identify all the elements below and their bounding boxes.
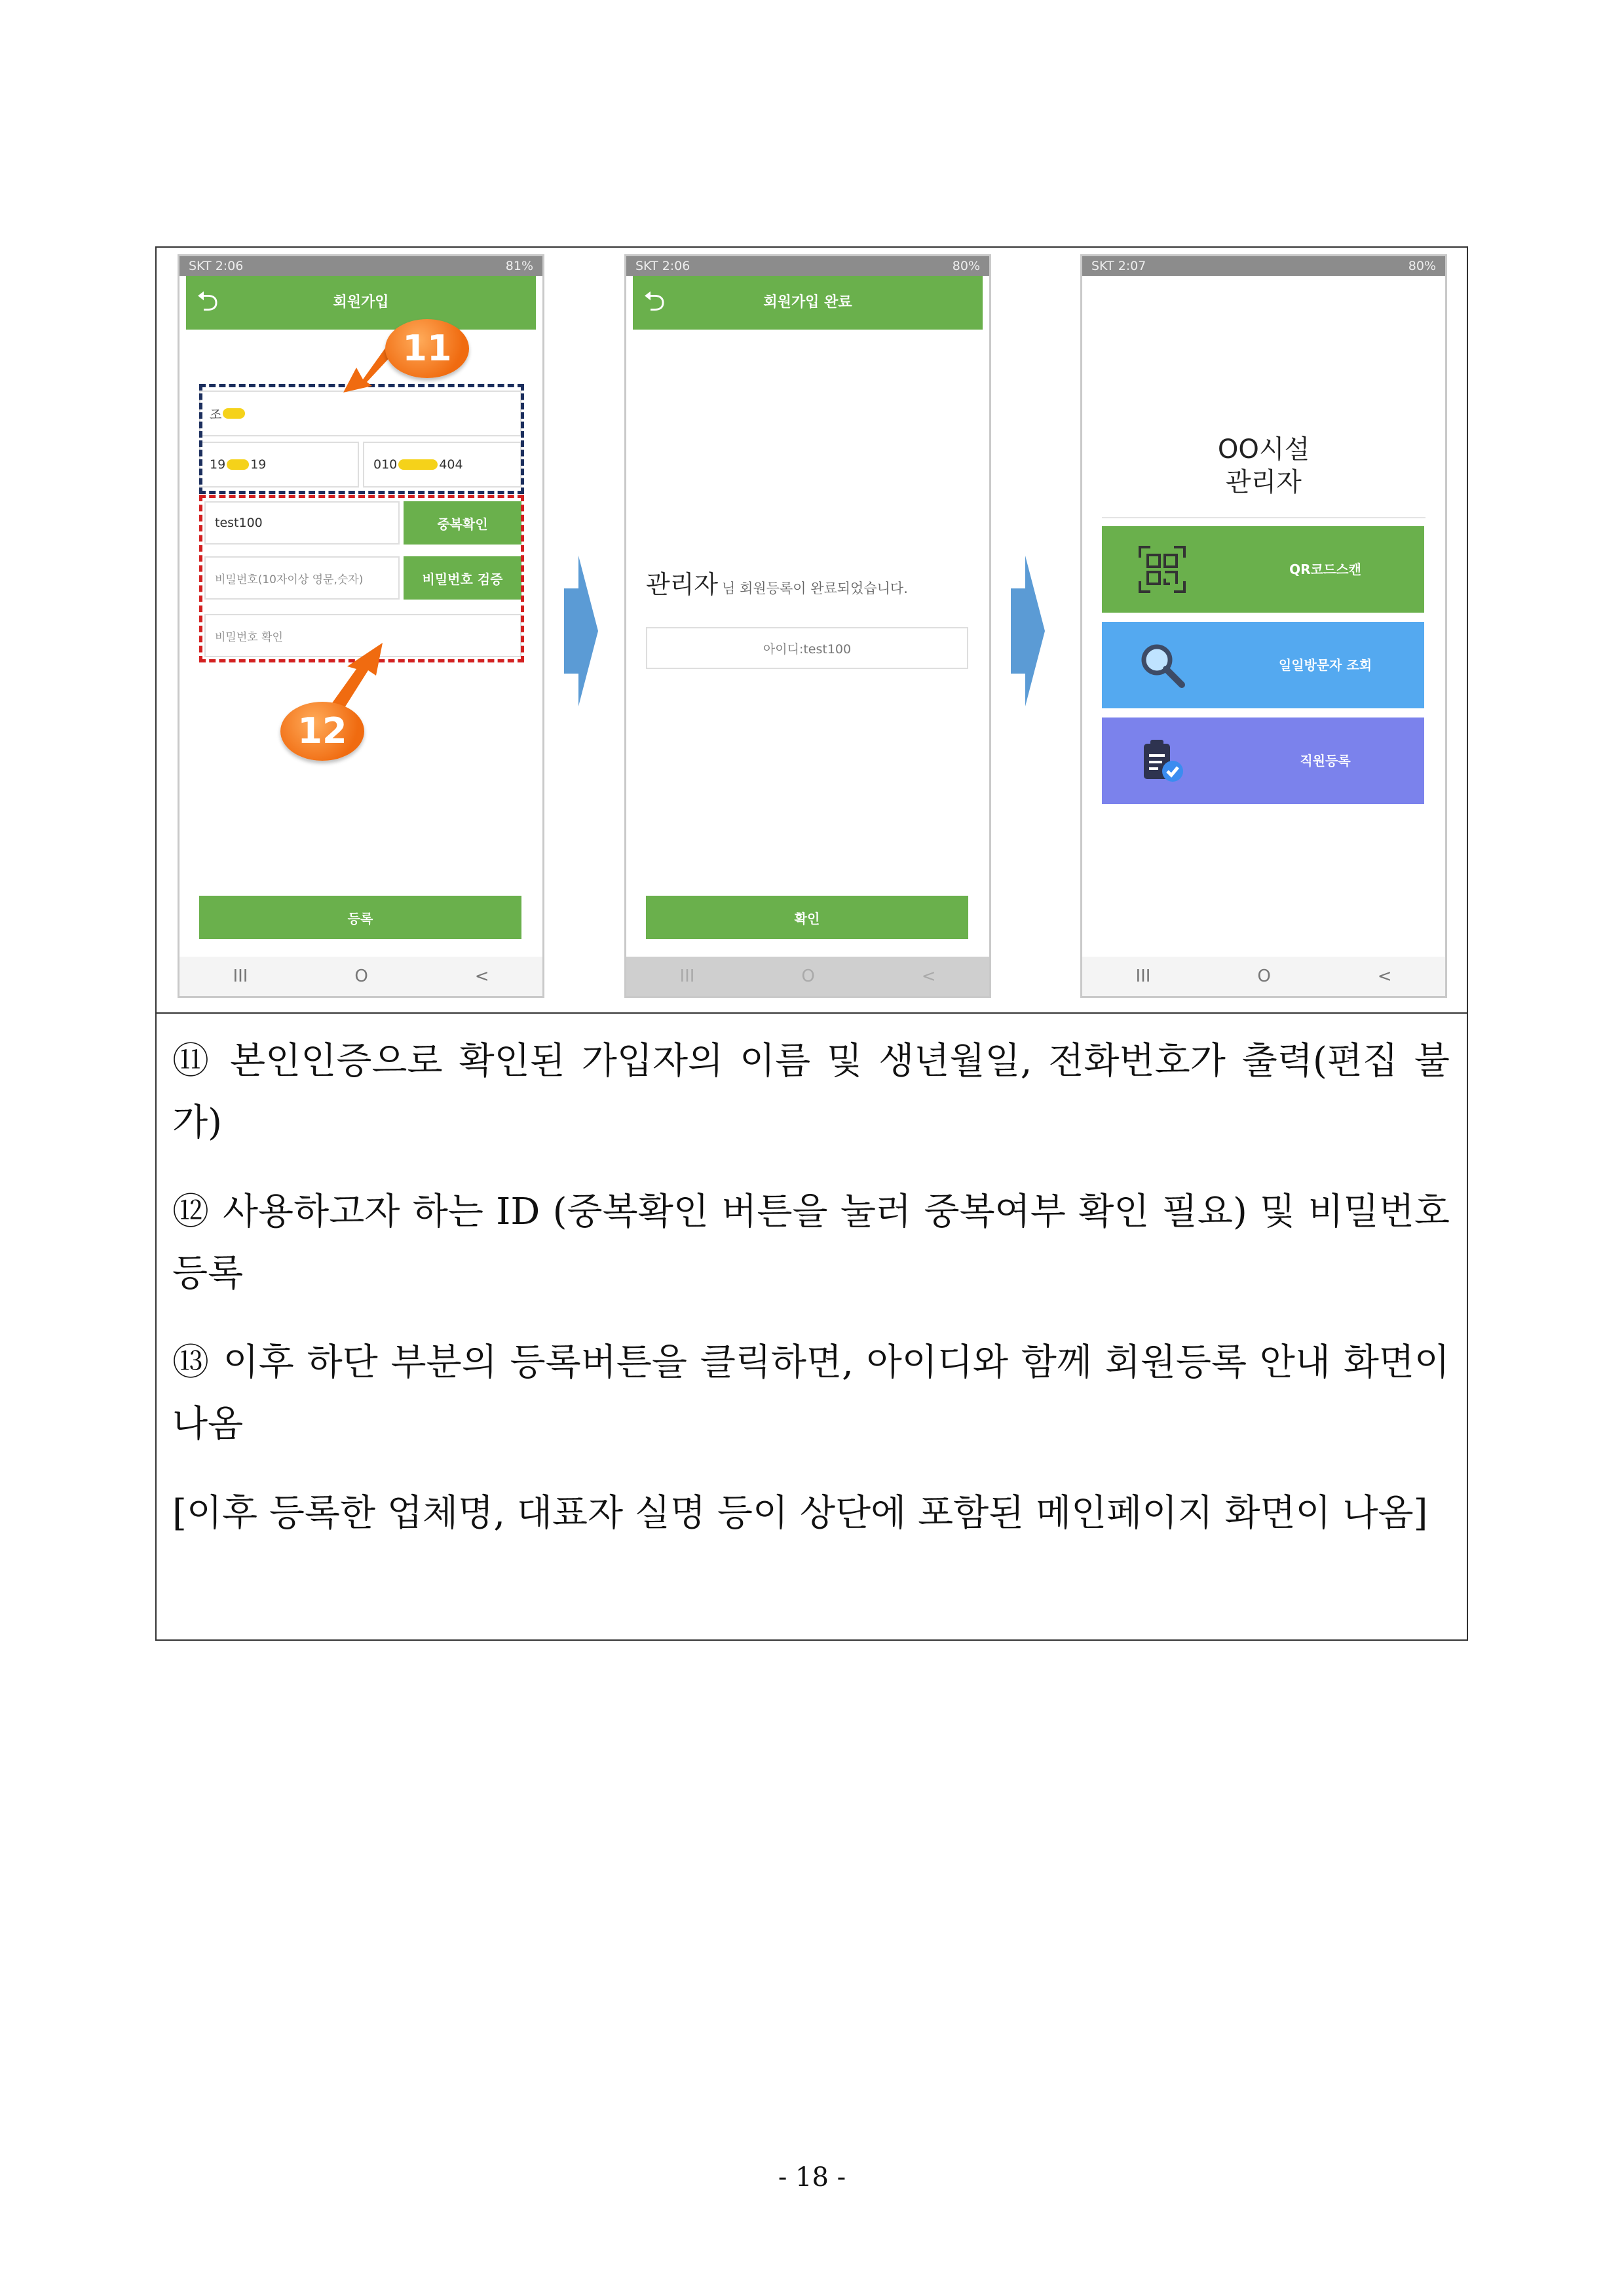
daily-visitors-label: 일일방문자 조회 bbox=[1278, 657, 1372, 673]
id-display-text: 아이디:test100 bbox=[763, 641, 852, 657]
identity-highlight-box bbox=[199, 384, 524, 494]
status-time: SKT 2:07 bbox=[1091, 259, 1146, 273]
back-arrow-icon[interactable]: ⮌ bbox=[643, 285, 666, 317]
battery-level: 80% bbox=[952, 259, 980, 273]
signup-screen bbox=[178, 254, 544, 998]
daily-visitors-button[interactable] bbox=[1102, 622, 1424, 708]
description-note: [이후 등록한 업체명, 대표자 실명 등이 상단에 포함된 메인페이지 화면이 나옴] bbox=[172, 1492, 1428, 1535]
callout-badge-12: 12 bbox=[280, 702, 364, 761]
clipboard-check-icon bbox=[1139, 737, 1186, 784]
phone-start: 010 bbox=[373, 457, 398, 472]
facility-header bbox=[1082, 433, 1445, 499]
recent-apps-icon[interactable]: III bbox=[233, 966, 248, 986]
android-nav-bar bbox=[626, 957, 989, 996]
back-icon[interactable]: < bbox=[921, 966, 936, 986]
user-name: 관리자 bbox=[646, 570, 719, 599]
back-icon[interactable]: < bbox=[1377, 966, 1392, 986]
android-nav-bar bbox=[1082, 957, 1445, 996]
callout-badge-11: 11 bbox=[385, 319, 469, 378]
facility-role: 관리자 bbox=[1226, 467, 1302, 497]
verify-password-button[interactable]: 비밀번호 검증 bbox=[404, 556, 521, 600]
staff-register-label: 직원등록 bbox=[1300, 753, 1351, 769]
status-bar bbox=[179, 256, 542, 276]
android-nav-bar bbox=[179, 957, 542, 996]
completion-text: 님 회원등록이 완료되었습니다. bbox=[722, 581, 908, 596]
id-value: test100 bbox=[215, 516, 263, 530]
home-icon[interactable]: O bbox=[1257, 966, 1271, 986]
register-button[interactable]: 등록 bbox=[199, 896, 521, 939]
status-time: SKT 2:06 bbox=[189, 259, 244, 273]
recent-apps-icon[interactable]: III bbox=[1135, 966, 1151, 986]
staff-register-button[interactable] bbox=[1102, 718, 1424, 804]
description-13: ⑬ 이후 하단 부분의 등록버튼을 클릭하면, 아이디와 함께 회원등록 안내 화면이 나옴 bbox=[172, 1341, 1450, 1445]
table-divider bbox=[157, 1012, 1467, 1014]
name-value: 조 bbox=[210, 407, 222, 422]
screen-title: 회원가입 bbox=[333, 294, 389, 311]
battery-level: 81% bbox=[505, 259, 533, 273]
page-number: - 18 - bbox=[778, 2162, 846, 2192]
status-bar bbox=[626, 256, 989, 276]
qr-scan-icon bbox=[1139, 546, 1186, 593]
back-icon[interactable]: < bbox=[474, 966, 489, 986]
app-bar bbox=[186, 276, 536, 330]
main-screen bbox=[1080, 254, 1447, 998]
battery-level: 80% bbox=[1408, 259, 1436, 273]
phone-end: 404 bbox=[439, 457, 463, 472]
magnifier-icon bbox=[1139, 641, 1186, 689]
signup-complete-screen bbox=[624, 254, 991, 998]
description-12: ⑫ 사용하고자 하는 ID (중복확인 버튼을 눌러 중복여부 확인 필요) 및 비밀번호 등록 bbox=[172, 1191, 1450, 1295]
confirm-password-placeholder: 비밀번호 확인 bbox=[215, 630, 283, 644]
description-11: ⑪ 본인인증으로 확인된 가입자의 이름 및 생년월일, 전화번호가 출력(편집 불가) bbox=[172, 1040, 1450, 1144]
home-icon[interactable]: O bbox=[801, 966, 815, 986]
back-arrow-icon[interactable]: ⮌ bbox=[197, 285, 219, 317]
completion-message bbox=[646, 564, 987, 600]
flow-arrow-1 bbox=[564, 556, 598, 706]
qr-scan-button[interactable] bbox=[1102, 526, 1424, 613]
id-display bbox=[646, 627, 968, 669]
confirm-button[interactable]: 확인 bbox=[646, 896, 968, 939]
facility-name: OO시설 bbox=[1217, 434, 1310, 465]
birthdate-start: 19 bbox=[210, 457, 226, 472]
status-time: SKT 2:06 bbox=[635, 259, 690, 273]
screen-title: 회원가입 완료 bbox=[763, 294, 852, 311]
status-bar bbox=[1082, 256, 1445, 276]
figure-frame bbox=[155, 246, 1468, 1641]
header-divider bbox=[1102, 517, 1426, 518]
birthdate-end: 19 bbox=[250, 457, 267, 472]
duplicate-check-button[interactable]: 중복확인 bbox=[404, 501, 521, 545]
qr-scan-label: QR코드스캔 bbox=[1289, 562, 1361, 577]
password-placeholder: 비밀번호(10자이상 영문,숫자) bbox=[215, 573, 364, 586]
credentials-highlight-box bbox=[199, 495, 524, 662]
recent-apps-icon[interactable]: III bbox=[679, 966, 695, 986]
flow-arrow-2 bbox=[1011, 556, 1045, 706]
home-icon[interactable]: O bbox=[354, 966, 368, 986]
app-bar bbox=[633, 276, 983, 330]
